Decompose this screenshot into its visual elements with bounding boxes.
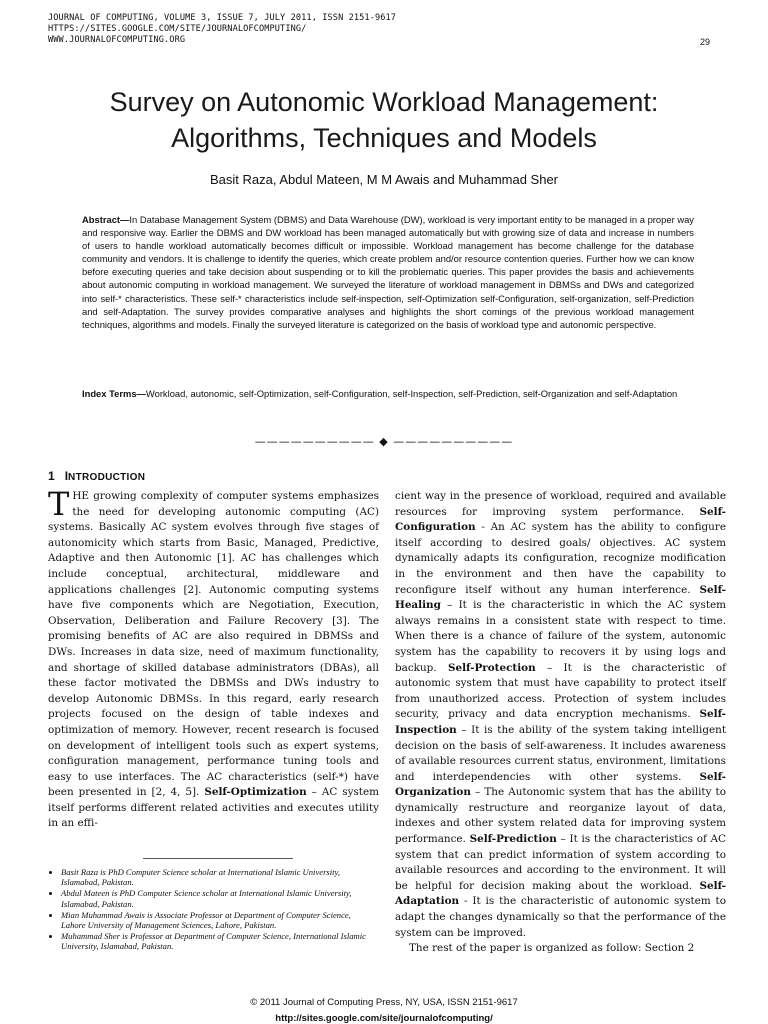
body-column-left — [48, 485, 379, 832]
abstract-dash: — — [120, 214, 130, 225]
index-terms-dash: — — [136, 388, 146, 399]
term-self-healing: Self-Healing — [395, 583, 726, 612]
index-terms-label: Index Terms — [82, 388, 137, 399]
term-self-adaptation: Self-Adaptation — [395, 879, 726, 908]
section-divider: —————————— ◆ —————————— — [254, 435, 514, 448]
index-terms-text: Workload, autonomic, self-Optimization, self-Configuration, self-Inspection, self-Prediction, self-Organization and self-Adaptation — [145, 388, 678, 399]
drop-cap: T — [48, 485, 70, 523]
organization-paragraph: The rest of the paper is organized as follow: Section 2 — [409, 942, 695, 955]
term-self-protection: Self-Protection — [447, 661, 536, 674]
url-line: HTTPS://SITES.GOOGLE.COM/SITE/JOURNALOFCOMPUTING/ — [48, 24, 307, 34]
intro-text: HE growing complexity of computer systems emphasizes the need for developing autonomic computing (AC) systems. Basically AC system evolves through five stages of autonomicity which starts from Basic, Managed, Predictive, Adaptive and then Autonomic [1]. AC has challenges which include conceptual, architectural, middleware and applications challenges [2]. Autonomic computing systems have five components which are Negotiation, Execution, Observation, Deliberation and Failure Recovery [3]. The promising benefits of AC are also required in DBMSs and DWs. Increases in data size, need of maximum functionality, and shortage of skilled database administrators (DBAs), all these factor motivated the DBMSs and DWs industry to develop Autonomic DBMSs. In this regard, early research projects focused on the design of table indexes and optimization of memory. However, recent research is focused on development of intelligent tools such as expert systems, configuration management, performance tuning tools and easy to use interfaces. The AC characteristics (self-*) have been presented in [2, 4, 5]. — [48, 490, 379, 799]
intro-text-end: – AC system itself performs different related activities and executes utility in an effi- — [48, 786, 379, 830]
text-segment: – The Autonomic system that has the ability to dynamically restructure and reorganize layout of data, indexes and other system related data for improving system performance. — [395, 786, 726, 846]
term-self-organization: Self-Organization — [395, 770, 726, 799]
page-number: 29 — [699, 37, 710, 47]
footer-copyright: © 2011 Journal of Computing Press, NY, USA, ISSN 2151-9617 — [250, 997, 518, 1008]
body-column-right — [395, 489, 726, 957]
title-line-1: Survey on Autonomic Workload Management: — [109, 87, 659, 117]
text-segment: – It is the characteristic in which the AC system always remains in a consistent state with respect to time. When there is a chance of failure of the system, autonomic system has the capability to recovers it by using logs and backup. — [395, 599, 726, 674]
footer-url[interactable]: http://sites.google.com/site/journalofcomputing/ — [275, 1013, 493, 1024]
paper-title — [0, 84, 768, 156]
term-self-configuration: Self-Configuration — [395, 505, 726, 534]
intro-paragraph — [48, 485, 379, 832]
section-title-initial: I — [64, 469, 69, 483]
title-line-2: Algorithms, Techniques and Models — [171, 123, 597, 153]
footnote-item: • Basit Raza is PhD Computer Science scholar at International Islamic University, Islamabad, Pakistan. — [61, 867, 368, 887]
term-self-inspection: Self-Inspection — [395, 708, 726, 736]
running-header — [48, 13, 396, 46]
text-segment: cient way in the presence of workload, required and available resources for improving system performance. — [395, 490, 726, 518]
journal-line: JOURNAL OF COMPUTING, VOLUME 3, ISSUE 7, JULY 2011, ISSN 2151-9617 — [48, 13, 397, 23]
abstract-label: Abstract — [82, 214, 121, 225]
footnote-item: • Muhammad Sher is Professor at Department of Computer Science, International Islamic University, Islamabad, Pakistan. — [61, 931, 368, 951]
term-self-optimization: Self-Optimization — [204, 786, 307, 799]
site-line: WWW.JOURNALOFCOMPUTING.ORG — [48, 35, 186, 45]
section-number: 1 — [48, 469, 55, 483]
authors: Basit Raza, Abdul Mateen, M M Awais and Muhammad Sher — [209, 172, 559, 187]
section-title-rest: NTRODUCTION — [68, 472, 146, 483]
text-segment: – It is the characteristics of AC system that can predict information of system according to available resources and according to the environment. It will be helpful for decision making about the workload. — [395, 833, 727, 892]
footnote-item: • Mian Muhammad Awais is Associate Professor at Department of Computer Science, Lahore University of Management Sciences, Lahore, Pakistan. — [61, 910, 368, 930]
abstract — [82, 213, 694, 331]
footnote-item: • Abdul Mateen is PhD Computer Science scholar at International Islamic University, Islamabad, Pakistan. — [61, 888, 368, 908]
footnote-rule — [143, 858, 293, 859]
abstract-text: In Database Management System (DBMS) and Data Warehouse (DW), workload is very important entity to be managed in a proper way and responsive way. Earlier the DBMS and DW workload has been managed automatically but with growing size of data and increase in numbers of users to handle workload automatically becomes difficult or impossible. Workload management has become challenge for the database community and vendors. It is challenge to identify the queries, which create problem and/or resource contention queries. Further how we can know before executing queries and take decision about suspending or to kill the problematic queries. This paper provides the basis and achievements about autonomic computing in workload management. We surveyed the literature of workload management in DBMSs and DWs and categorized into self-* characteristics. These self-* characteristics include self-inspection, self-Optimization self-Configuration, self-organization, self-Prediction and self-Adaptation. The survey provides comparative analyses and highlights the short comings of the previous workload management techniques, algorithms and models. Finally the surveyed literature is categorized on the basis of workload type and autonomic perspective. — [82, 214, 694, 330]
text-segment: – It is the ability of the system taking intelligent decision on the basis of self-awareness. It includes awareness of available resources current status, environment, limitations and interdependencies with other systems. — [395, 723, 726, 783]
footnotes — [48, 867, 368, 953]
section-heading — [48, 469, 145, 483]
index-terms — [82, 387, 694, 400]
text-segment: - It is the characteristic of autonomic system to adapt the changes dynamically so that the performance of the system can be improved. — [395, 895, 726, 939]
characteristics-paragraph — [395, 489, 726, 941]
text-segment: - An AC system has the ability to configure itself according to desired goals/ objectives. AC system dynamically adapts its configuration, recognize modification in the environment and then have the capability to reconfigure itself without any human interference. — [395, 521, 726, 596]
text-segment: – It is the characteristic of autonomic system that must have capability to protect itself from unauthorized access. Protection of system includes security, privacy and data encryption mechanisms. — [395, 661, 726, 721]
term-self-prediction: Self-Prediction — [469, 833, 557, 846]
